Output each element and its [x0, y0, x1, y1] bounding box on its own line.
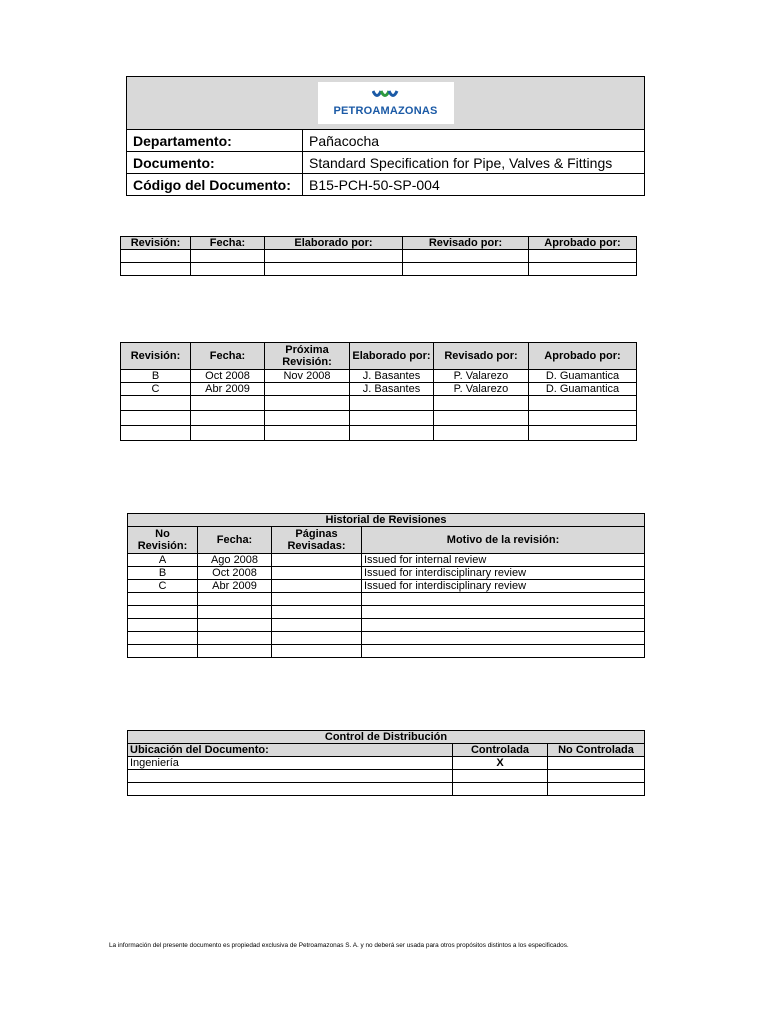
table-cell: [362, 619, 645, 632]
table-row: [121, 263, 637, 276]
col-header: No Revisión:: [128, 527, 198, 554]
col-header: Aprobado por:: [529, 237, 637, 250]
table-cell: [350, 411, 434, 426]
table-cell: Abr 2009: [191, 383, 265, 396]
col-header: Elaborado por:: [350, 343, 434, 370]
distribution-control-table: [127, 730, 645, 796]
table-cell: X: [453, 757, 548, 770]
table-cell: Ago 2008: [198, 554, 272, 567]
table-cell: [191, 411, 265, 426]
col-header: Ubicación del Documento:: [128, 744, 453, 757]
document-header-table: [126, 76, 645, 196]
table-cell: [272, 554, 362, 567]
table-row: [128, 593, 645, 606]
table-cell: Ingeniería: [128, 757, 453, 770]
table-row: [121, 250, 637, 263]
col-header: Revisado por:: [403, 237, 529, 250]
table-cell: [191, 426, 265, 441]
header-row-document: [127, 152, 645, 174]
table-cell: [121, 411, 191, 426]
table-row: [128, 632, 645, 645]
table-cell: Issued for interdisciplinary review: [362, 580, 645, 593]
table-cell: [191, 263, 265, 276]
table-cell: [198, 606, 272, 619]
col-header: Fecha:: [191, 343, 265, 370]
table-cell: [265, 396, 350, 411]
table-row: [128, 645, 645, 658]
table-cell: [434, 411, 529, 426]
table-row: [128, 757, 645, 770]
col-header: Elaborado por:: [265, 237, 403, 250]
table-cell: P. Valarezo: [434, 370, 529, 383]
col-header: Controlada: [453, 744, 548, 757]
revision-history-title: Historial de Revisiones: [128, 514, 645, 527]
table-cell: [362, 645, 645, 658]
table-cell: Issued for internal review: [362, 554, 645, 567]
table-row: [128, 783, 645, 796]
table-cell: [128, 593, 198, 606]
col-header: Fecha:: [191, 237, 265, 250]
table-cell: [121, 396, 191, 411]
table-cell: Oct 2008: [191, 370, 265, 383]
table-cell: [272, 593, 362, 606]
table-cell: B: [121, 370, 191, 383]
revision-table-2-header: [121, 343, 637, 370]
revision-table-2: [120, 342, 637, 441]
distribution-title: Control de Distribución: [128, 731, 645, 744]
table-cell: [272, 619, 362, 632]
table-cell: [265, 383, 350, 396]
table-cell: [529, 250, 637, 263]
table-row: [128, 580, 645, 593]
col-header: Revisión:: [121, 343, 191, 370]
table-cell: [453, 770, 548, 783]
table-cell: D. Guamantica: [529, 383, 637, 396]
table-cell: [265, 250, 403, 263]
table-cell: [403, 263, 529, 276]
table-cell: Issued for interdisciplinary review: [362, 567, 645, 580]
table-cell: J. Basantes: [350, 370, 434, 383]
document-code-value: B15-PCH-50-SP-004: [303, 174, 645, 196]
department-label: Departamento:: [127, 130, 303, 152]
table-row: [128, 619, 645, 632]
table-cell: [362, 632, 645, 645]
col-header: Revisado por:: [434, 343, 529, 370]
table-cell: [548, 783, 645, 796]
table-cell: [434, 396, 529, 411]
revision-history-header: [128, 527, 645, 554]
table-cell: [548, 757, 645, 770]
table-cell: [272, 567, 362, 580]
document-code-label: Código del Documento:: [127, 174, 303, 196]
table-cell: [529, 426, 637, 441]
table-cell: [362, 606, 645, 619]
document-label: Documento:: [127, 152, 303, 174]
col-header: Páginas Revisadas:: [272, 527, 362, 554]
table-cell: [198, 619, 272, 632]
col-header: Revisión:: [121, 237, 191, 250]
table-cell: [453, 783, 548, 796]
table-cell: [265, 263, 403, 276]
table-cell: [265, 426, 350, 441]
department-value: Pañacocha: [303, 130, 645, 152]
table-cell: [191, 250, 265, 263]
table-cell: J. Basantes: [350, 383, 434, 396]
table-cell: C: [121, 383, 191, 396]
table-cell: [191, 396, 265, 411]
table-row: [128, 770, 645, 783]
col-header: Próxima Revisión:: [265, 343, 350, 370]
logo-mark-icon: [372, 88, 400, 102]
revision-history-table: [127, 513, 645, 658]
petroamazonas-logo: [318, 82, 454, 124]
table-cell: [128, 770, 453, 783]
table-cell: [362, 593, 645, 606]
table-cell: [128, 619, 198, 632]
table-row: [121, 396, 637, 411]
col-header: No Controlada: [548, 744, 645, 757]
table-cell: [272, 606, 362, 619]
table-cell: [121, 250, 191, 263]
table-cell: [350, 396, 434, 411]
table-cell: A: [128, 554, 198, 567]
footer-disclaimer: La información del presente documento es propiedad exclusiva de Petroamazonas S. A. y no deberá ser usada para otros propósitos distintos a los especificados.: [109, 942, 569, 949]
table-cell: Abr 2009: [198, 580, 272, 593]
logo-cell: [127, 77, 645, 130]
table-cell: [198, 632, 272, 645]
table-row: [121, 411, 637, 426]
table-cell: [272, 632, 362, 645]
table-cell: [265, 411, 350, 426]
header-row-code: [127, 174, 645, 196]
table-cell: [128, 645, 198, 658]
col-header: Motivo de la revisión:: [362, 527, 645, 554]
table-row: [128, 606, 645, 619]
table-row: [121, 426, 637, 441]
table-cell: [121, 263, 191, 276]
table-row: [128, 567, 645, 580]
table-cell: [403, 250, 529, 263]
table-cell: D. Guamantica: [529, 370, 637, 383]
table-cell: [548, 770, 645, 783]
revision-table-1-header: [121, 237, 637, 250]
document-value: Standard Specification for Pipe, Valves & Fittings: [303, 152, 645, 174]
table-cell: [128, 606, 198, 619]
table-cell: C: [128, 580, 198, 593]
table-row: [121, 383, 637, 396]
table-cell: [434, 426, 529, 441]
col-header: Aprobado por:: [529, 343, 637, 370]
col-header: Fecha:: [198, 527, 272, 554]
table-cell: [529, 396, 637, 411]
table-cell: [121, 426, 191, 441]
table-cell: [272, 645, 362, 658]
table-cell: [272, 580, 362, 593]
table-cell: P. Valarezo: [434, 383, 529, 396]
distribution-header: [128, 744, 645, 757]
table-cell: [350, 426, 434, 441]
table-row: [128, 554, 645, 567]
table-cell: [128, 632, 198, 645]
header-row-department: [127, 130, 645, 152]
table-cell: [198, 593, 272, 606]
table-cell: [128, 783, 453, 796]
table-cell: Nov 2008: [265, 370, 350, 383]
table-row: [121, 370, 637, 383]
revision-table-1: [120, 236, 637, 276]
table-cell: Oct 2008: [198, 567, 272, 580]
table-cell: [529, 263, 637, 276]
table-cell: B: [128, 567, 198, 580]
table-cell: [529, 411, 637, 426]
logo-text: PETROAMAZONAS: [333, 104, 438, 117]
table-cell: [198, 645, 272, 658]
